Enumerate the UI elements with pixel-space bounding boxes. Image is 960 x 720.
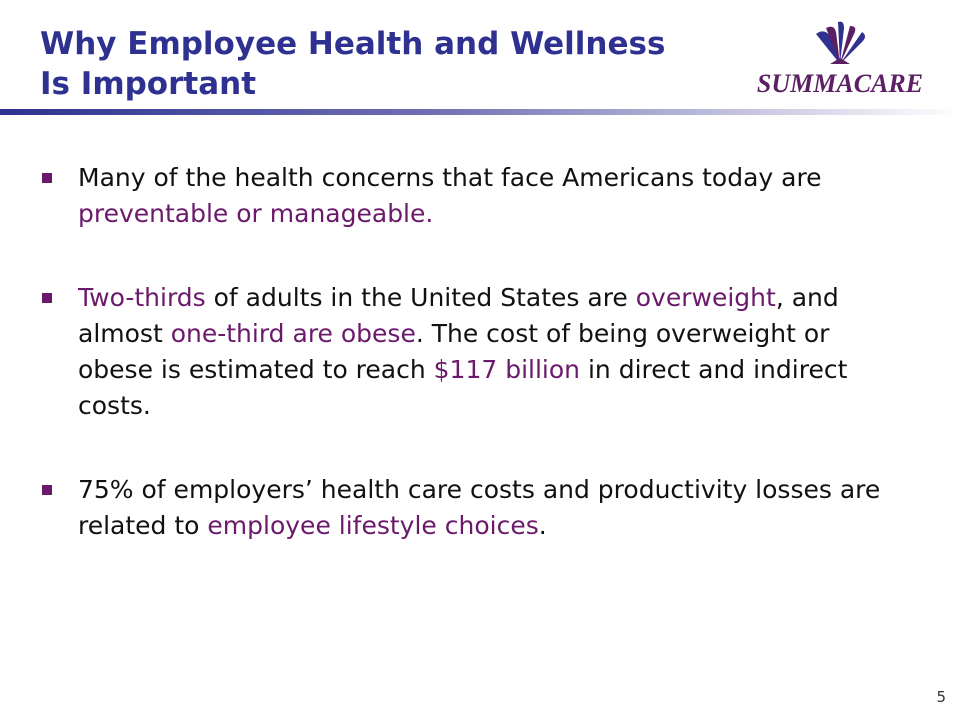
bullet-list [40, 160, 910, 592]
bullet-item [40, 160, 910, 232]
title-line-2: Is Important [40, 66, 257, 102]
highlighted-text: preventable or manageable. [78, 199, 434, 228]
highlighted-text: one-third are obese [170, 319, 416, 348]
square-bullet-icon [42, 293, 52, 303]
square-bullet-icon [42, 173, 52, 183]
bullet-text: 75% of employers’ health care costs and productivity losses are related to [78, 475, 881, 540]
bullet-text: Many of the health concerns that face Americans today are [78, 163, 822, 192]
logo-wordmark: SUMMACARE [756, 69, 924, 98]
bullet-text: . [538, 511, 547, 540]
page-number: 5 [936, 688, 946, 706]
bullet-text: in direct and indirect costs. [78, 355, 848, 420]
summacare-logo [740, 18, 940, 102]
title-line-1: Why Employee Health and Wellness [40, 26, 666, 62]
bullet-text: , and almost [78, 283, 839, 348]
slide-title [40, 24, 740, 104]
highlighted-text: employee lifestyle choices [207, 511, 539, 540]
bullet-text: of adults in the United States are [205, 283, 636, 312]
highlighted-text: Two-thirds [78, 283, 206, 312]
bullet-item [40, 280, 910, 424]
highlighted-text: $117 billion [433, 355, 581, 384]
square-bullet-icon [42, 485, 52, 495]
bullet-item [40, 472, 910, 544]
logo-fan-icon [816, 22, 865, 64]
bullet-text: . The cost of being overweight or obese is estimated to reach [78, 319, 830, 384]
title-divider [0, 109, 960, 115]
highlighted-text: overweight [635, 283, 776, 312]
